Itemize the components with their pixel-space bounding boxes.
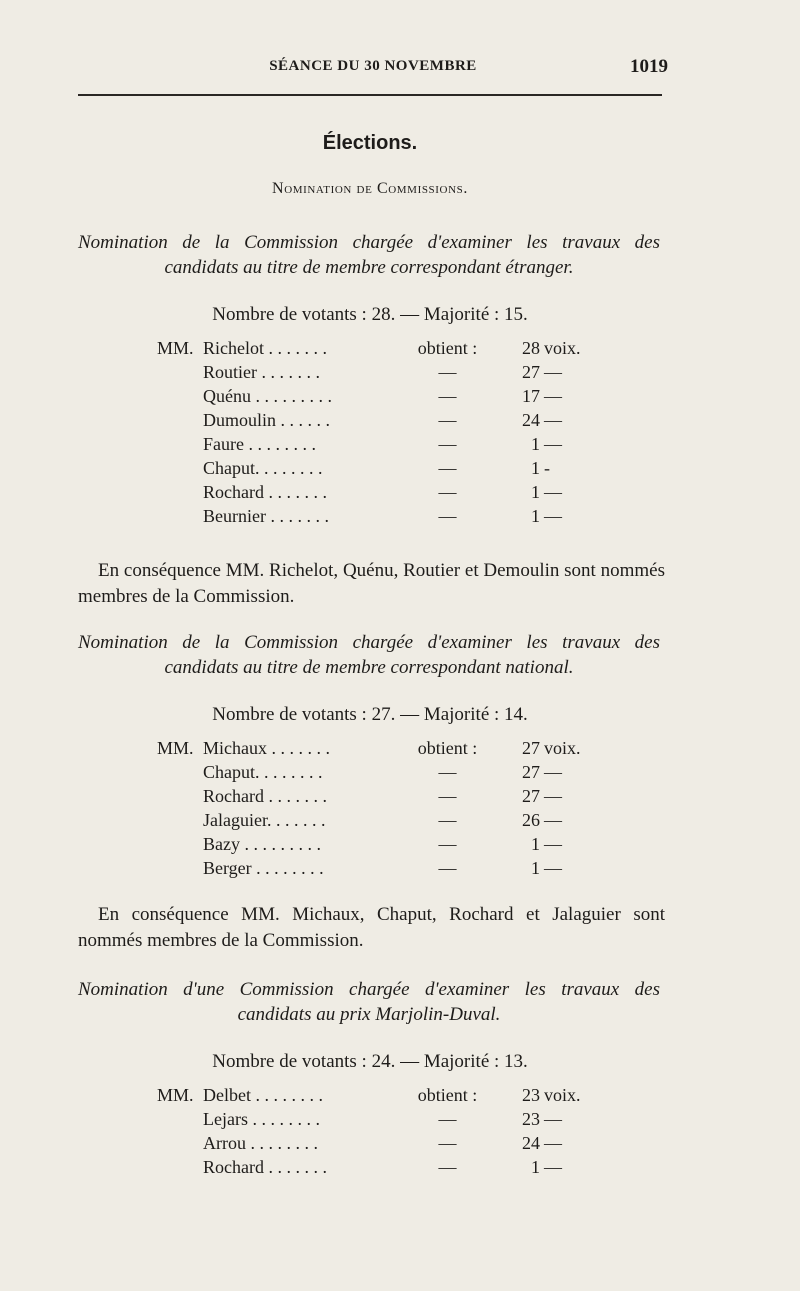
candidate-name: Routier . . . . . . . (203, 362, 320, 382)
vote-row (0, 506, 800, 530)
running-head (0, 56, 800, 84)
vote-count: 1 (531, 834, 540, 854)
vote-unit: voix. (544, 338, 581, 358)
vote-verb: — (438, 506, 457, 526)
candidate-name: Beurnier . . . . . . . (203, 506, 329, 526)
vote-row (0, 434, 800, 458)
vote-count: 1 (531, 858, 540, 878)
conclusion-section-2 (0, 902, 800, 954)
candidate-name: Berger . . . . . . . . (203, 858, 324, 878)
vote-count: 17 (522, 386, 540, 406)
conclusion-paragraph: En conséquence MM. Michaux, Chaput, Rochard et Jalaguier sont nommés membres de la Commission. (78, 904, 665, 951)
vote-verb: — (438, 458, 457, 478)
vote-verb: — (438, 810, 457, 830)
vote-unit: — (544, 858, 562, 878)
vote-row (0, 458, 800, 482)
candidate-name: Chaput. . . . . . . . (203, 458, 323, 478)
vote-row (0, 1133, 800, 1157)
candidate-name: Rochard . . . . . . . (203, 482, 327, 502)
candidate-name: Bazy . . . . . . . . . (203, 834, 321, 854)
vote-row (0, 858, 800, 882)
vote-row (0, 762, 800, 786)
candidate-name: Jalaguier. . . . . . . (203, 810, 326, 830)
vote-verb: — (438, 1109, 457, 1129)
vote-row (0, 810, 800, 834)
vote-row (0, 362, 800, 386)
vote-verb: — (438, 434, 457, 454)
vote-row (0, 1109, 800, 1133)
vote-verb: — (438, 386, 457, 406)
section-heading: Nomination de la Commission chargée d'examiner les travaux des candidats au titre de membre correspondant étranger. (78, 232, 660, 278)
candidate-name: Delbet . . . . . . . . (203, 1085, 323, 1105)
vote-count: 24 (522, 1133, 540, 1153)
vote-unit: — (544, 762, 562, 782)
vote-verb: obtient : (417, 1085, 478, 1105)
vote-unit: — (544, 786, 562, 806)
vote-verb: — (438, 786, 457, 806)
vote-unit: — (544, 410, 562, 430)
vote-row (0, 338, 800, 362)
vote-count: 24 (522, 410, 540, 430)
vote-unit: — (544, 1109, 562, 1129)
row-prefix: MM. (157, 338, 194, 358)
candidate-name: Faure . . . . . . . . (203, 434, 316, 454)
votants-line: Nombre de votants : 27. — Majorité : 14. (212, 704, 528, 725)
vote-unit: — (544, 810, 562, 830)
candidate-name: Rochard . . . . . . . (203, 786, 327, 806)
vote-count: 23 (522, 1085, 540, 1105)
vote-table (0, 738, 800, 882)
vote-verb: obtient : (417, 738, 478, 758)
vote-unit: — (544, 482, 562, 502)
section-prix-marjolin-duval (0, 977, 800, 1181)
vote-verb: — (438, 482, 457, 502)
candidate-name: Chaput. . . . . . . . (203, 762, 323, 782)
vote-count: 1 (531, 458, 540, 478)
vote-unit: - (544, 458, 550, 478)
section-correspondant-national (0, 630, 800, 882)
vote-count: 1 (531, 434, 540, 454)
vote-unit: voix. (544, 1085, 581, 1105)
vote-verb: — (438, 834, 457, 854)
row-prefix: MM. (157, 1085, 194, 1105)
section-heading: Nomination de la Commission chargée d'examiner les travaux des candidats au titre de membre correspondant national. (78, 632, 660, 678)
candidate-name: Lejars . . . . . . . . (203, 1109, 320, 1129)
vote-table (0, 1085, 800, 1181)
vote-count: 26 (522, 810, 540, 830)
votants-line: Nombre de votants : 24. — Majorité : 13. (212, 1051, 528, 1072)
section-correspondant-etranger (0, 230, 800, 530)
page-title: Élections. (322, 132, 418, 154)
vote-row (0, 786, 800, 810)
candidate-name: Dumoulin . . . . . . (203, 410, 331, 430)
vote-count: 27 (522, 738, 540, 758)
vote-unit: voix. (544, 738, 581, 758)
vote-row (0, 386, 800, 410)
vote-verb: — (438, 410, 457, 430)
candidate-name: Arrou . . . . . . . . (203, 1133, 318, 1153)
conclusion-paragraph: En conséquence MM. Richelot, Quénu, Routier et Demoulin sont nommés membres de la Commission. (78, 560, 665, 607)
vote-unit: — (544, 386, 562, 406)
running-title: SÉANCE DU 30 NOVEMBRE (269, 58, 477, 74)
vote-count: 27 (522, 786, 540, 806)
conclusion-section-1 (0, 558, 800, 610)
vote-row (0, 1085, 800, 1109)
vote-table (0, 338, 800, 530)
vote-unit: — (544, 834, 562, 854)
vote-verb: obtient : (417, 338, 478, 358)
vote-row (0, 1157, 800, 1181)
vote-verb: — (438, 858, 457, 878)
vote-count: 27 (522, 362, 540, 382)
page-subtitle: Nomination de Commissions. (272, 180, 468, 197)
vote-unit: — (544, 506, 562, 526)
vote-unit: — (544, 362, 562, 382)
vote-row (0, 410, 800, 434)
vote-row (0, 834, 800, 858)
row-prefix: MM. (157, 738, 194, 758)
candidate-name: Michaux . . . . . . . (203, 738, 330, 758)
vote-verb: — (438, 1133, 457, 1153)
page-number: 1019 (630, 56, 668, 77)
header-rule (78, 94, 662, 96)
vote-verb: — (438, 362, 457, 382)
candidate-name: Rochard . . . . . . . (203, 1157, 327, 1177)
vote-count: 1 (531, 482, 540, 502)
candidate-name: Richelot . . . . . . . (203, 338, 327, 358)
vote-verb: — (438, 1157, 457, 1177)
vote-unit: — (544, 1133, 562, 1153)
section-heading: Nomination d'une Commission chargée d'examiner les travaux des candidats au prix Marjolin-Duval. (78, 979, 660, 1025)
vote-count: 1 (531, 506, 540, 526)
vote-count: 27 (522, 762, 540, 782)
vote-row (0, 738, 800, 762)
votants-line: Nombre de votants : 28. — Majorité : 15. (212, 304, 528, 325)
vote-verb: — (438, 762, 457, 782)
vote-count: 23 (522, 1109, 540, 1129)
vote-row (0, 482, 800, 506)
vote-unit: — (544, 1157, 562, 1177)
candidate-name: Quénu . . . . . . . . . (203, 386, 332, 406)
vote-unit: — (544, 434, 562, 454)
vote-count: 28 (522, 338, 540, 358)
vote-count: 1 (531, 1157, 540, 1177)
